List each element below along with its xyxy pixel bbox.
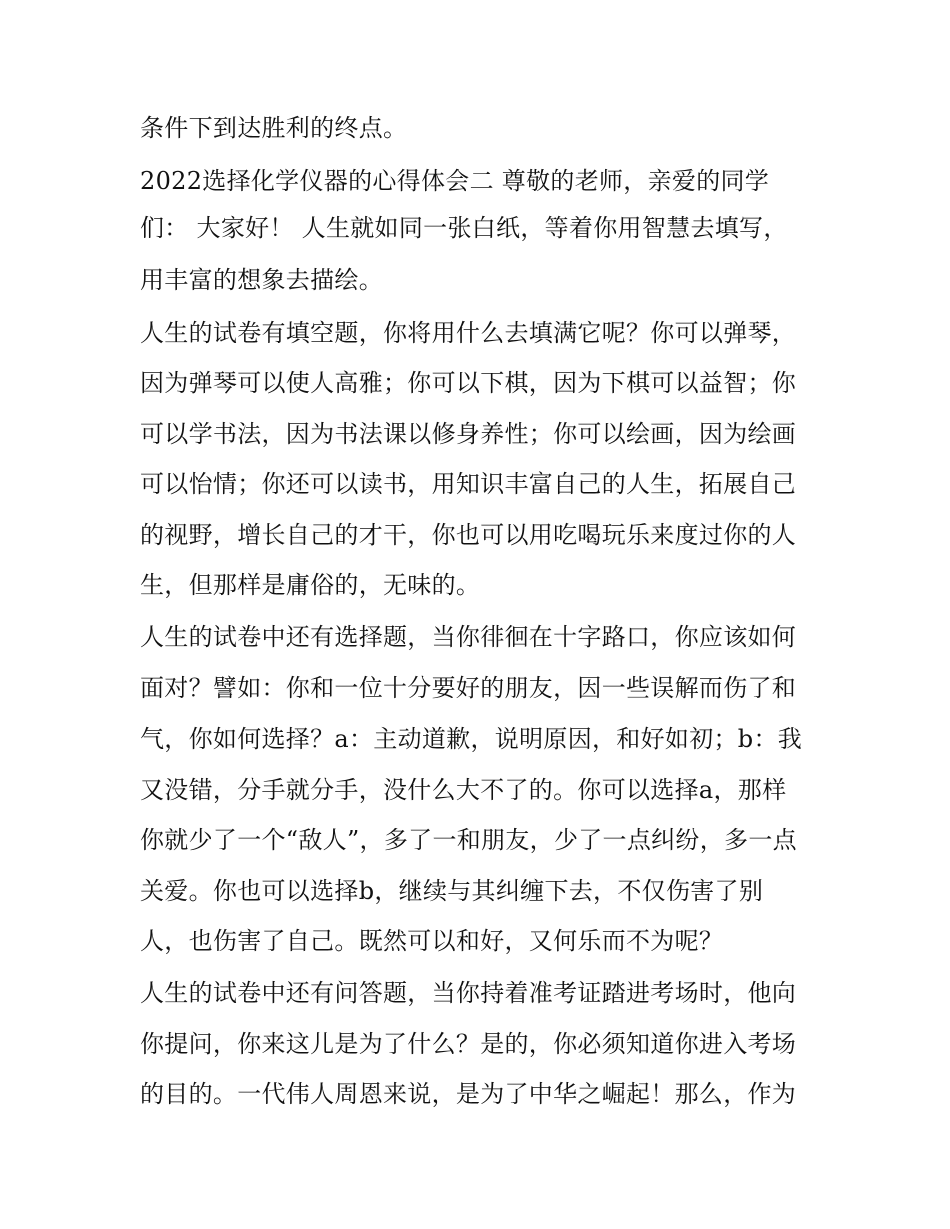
text-line: 因为弹琴可以使人高雅；你可以下棋，因为下棋可以益智；你 (140, 369, 797, 397)
text-line: 可以怡情；你还可以读书，用知识丰富自己的人生，拓展自己 (140, 470, 797, 498)
text-line: 人生的试卷中还有选择题，当你徘徊在十字路口，你应该如何 (140, 623, 797, 651)
text-line: 条件下到达胜利的终点。 (140, 114, 408, 142)
text-line: 的目的。一代伟人周恩来说，是为了中华之崛起！那么，作为 (140, 1080, 797, 1108)
text-line: 的视野，增长自己的才干，你也可以用吃喝玩乐来度过你的人 (140, 521, 797, 549)
text-line: 们： 大家好！ 人生就如同一张白纸，等着你用智慧去填写， (140, 214, 788, 242)
text-line: 人生的试卷中还有问答题，当你持着准考证踏进考场时，他向 (140, 979, 797, 1007)
text-line: 关爱。你也可以选择b，继续与其纠缠下去，不仅伤害了别 (140, 877, 764, 905)
text-line: 用丰富的想象去描绘。 (140, 266, 383, 294)
text-line: 2022选择化学仪器的心得体会二 尊敬的老师，亲爱的同学 (140, 167, 770, 195)
text-line: 面对？譬如：你和一位十分要好的朋友，因一些误解而伤了和 (140, 674, 797, 702)
text-line: 气，你如何选择？a：主动道歉，说明原因，和好如初；b：我 (140, 725, 803, 753)
text-line: 又没错，分手就分手，没什么大不了的。你可以选择a，那样 (140, 776, 787, 804)
text-line: 你提问，你来这儿是为了什么？是的，你必须知道你进入考场 (140, 1030, 797, 1058)
text-line: 人生的试卷有填空题，你将用什么去填满它呢？你可以弹琴， (140, 319, 797, 347)
text-line: 生，但那样是庸俗的，无味的。 (140, 571, 481, 599)
text-line: 可以学书法，因为书法课以修身养性；你可以绘画，因为绘画 (140, 420, 797, 448)
text-line: 人，也伤害了自己。既然可以和好，又何乐而不为呢？ (140, 927, 724, 955)
text-line: 你就少了一个“敌人”，多了一和朋友，少了一点纠纷，多一点 (140, 826, 797, 854)
